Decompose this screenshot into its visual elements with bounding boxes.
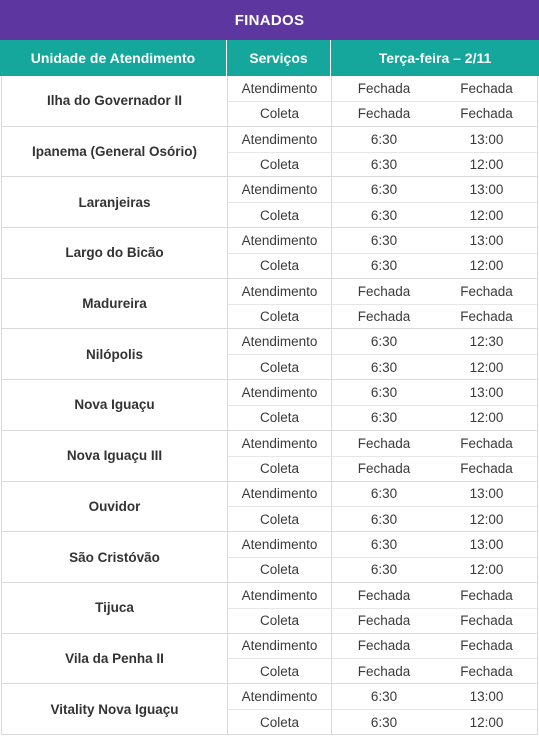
- service-cell: Coleta: [228, 101, 332, 126]
- closing-time-cell: 12:00: [436, 253, 537, 278]
- service-cell: Coleta: [228, 405, 332, 430]
- closing-time-cell: Fechada: [436, 608, 537, 633]
- service-cell: Atendimento: [228, 127, 332, 152]
- service-cell: Atendimento: [228, 380, 332, 405]
- unit-name: Laranjeiras: [2, 177, 228, 227]
- closing-time-cell: Fechada: [460, 638, 513, 654]
- service-cell: Coleta: [228, 152, 332, 177]
- table-row: [228, 253, 537, 278]
- table-row: [228, 279, 537, 304]
- table-row: [228, 101, 537, 126]
- table-row: [228, 380, 537, 405]
- closing-time-cell: 13:00: [469, 486, 504, 502]
- service-cell: Atendimento: [228, 76, 332, 101]
- closing-time-cell: 13:00: [469, 537, 504, 553]
- table-row: [228, 304, 537, 329]
- unit-name: Ouvidor: [2, 482, 228, 532]
- closing-time-cell: Fechada: [460, 80, 513, 96]
- unit-group: [2, 76, 537, 127]
- table-row: [228, 202, 537, 227]
- unit-name: Ilha do Governador II: [2, 76, 228, 126]
- closing-time-cell: 13:00: [469, 689, 504, 705]
- table-row: [228, 177, 537, 202]
- opening-time-cell: Fechada: [332, 101, 436, 126]
- closing-time-cell: 12:00: [436, 354, 537, 379]
- opening-time-cell: 6:30: [370, 385, 398, 401]
- unit-group: [2, 634, 537, 685]
- unit-group: [2, 228, 537, 279]
- closing-time-cell: Fechada: [460, 587, 513, 603]
- service-cell: Atendimento: [228, 532, 332, 557]
- header-services: Serviços: [227, 40, 331, 76]
- service-cell: Atendimento: [228, 177, 332, 202]
- opening-time-cell: Fechada: [357, 638, 411, 654]
- opening-time-cell: 6:30: [370, 232, 398, 248]
- service-cell: Coleta: [228, 658, 332, 683]
- table-row: [228, 634, 537, 659]
- closing-time-cell: Fechada: [460, 283, 513, 299]
- service-cell: Coleta: [228, 304, 332, 329]
- table-row: [228, 658, 537, 683]
- service-cell: Atendimento: [228, 684, 332, 709]
- service-cell: Coleta: [228, 354, 332, 379]
- closing-time-cell: 12:00: [436, 202, 537, 227]
- opening-time-cell: 6:30: [332, 405, 436, 430]
- closing-time-cell: 12:30: [469, 334, 504, 350]
- table-row: [228, 532, 537, 557]
- opening-time-cell: 6:30: [332, 354, 436, 379]
- opening-time-cell: Fechada: [332, 456, 436, 481]
- service-cell: Atendimento: [228, 482, 332, 507]
- unit-group: [2, 177, 537, 228]
- service-cell: Atendimento: [228, 634, 332, 659]
- closing-time-cell: Fechada: [436, 101, 537, 126]
- table-row: [228, 127, 537, 152]
- closing-time-cell: 12:00: [436, 709, 537, 734]
- closing-time-cell: Fechada: [436, 658, 537, 683]
- table-row: [228, 431, 537, 456]
- service-cell: Coleta: [228, 608, 332, 633]
- table-row: [228, 583, 537, 608]
- opening-time-cell: 6:30: [370, 334, 398, 350]
- table-row: [228, 684, 537, 709]
- opening-time-cell: Fechada: [357, 587, 411, 603]
- opening-time-cell: 6:30: [370, 486, 398, 502]
- unit-name: Vila da Penha II: [2, 634, 228, 684]
- closing-time-cell: Fechada: [460, 435, 513, 451]
- service-cell: Coleta: [228, 709, 332, 734]
- table-row: [228, 354, 537, 379]
- service-cell: Atendimento: [228, 279, 332, 304]
- opening-time-cell: Fechada: [357, 435, 411, 451]
- table-row: [228, 228, 537, 253]
- closing-time-cell: 13:00: [469, 182, 504, 198]
- header-unit: Unidade de Atendimento: [0, 40, 227, 76]
- service-cell: Coleta: [228, 557, 332, 582]
- closing-time-cell: 13:00: [469, 232, 504, 248]
- opening-time-cell: 6:30: [370, 537, 398, 553]
- table-header-row: [0, 40, 539, 76]
- opening-time-cell: 6:30: [332, 253, 436, 278]
- closing-time-cell: 12:00: [436, 405, 537, 430]
- closing-time-cell: 12:00: [436, 152, 537, 177]
- unit-name: Largo do Bicão: [2, 228, 228, 278]
- table-row: [228, 405, 537, 430]
- opening-time-cell: 6:30: [332, 202, 436, 227]
- unit-name: Ipanema (General Osório): [2, 127, 228, 177]
- closing-time-cell: 12:00: [436, 506, 537, 531]
- closing-time-cell: Fechada: [436, 304, 537, 329]
- table-row: [228, 329, 537, 354]
- unit-name: Nilópolis: [2, 329, 228, 379]
- unit-group: [2, 532, 537, 583]
- service-cell: Coleta: [228, 202, 332, 227]
- table-row: [228, 557, 537, 582]
- opening-time-cell: Fechada: [332, 658, 436, 683]
- opening-time-cell: 6:30: [370, 131, 398, 147]
- header-day: Terça-feira – 2/11: [378, 50, 492, 66]
- unit-name: Nova Iguaçu: [2, 380, 228, 430]
- opening-time-cell: 6:30: [332, 709, 436, 734]
- opening-time-cell: 6:30: [370, 182, 398, 198]
- opening-time-cell: Fechada: [332, 608, 436, 633]
- table-row: [228, 456, 537, 481]
- table-row: [228, 152, 537, 177]
- unit-group: [2, 482, 537, 533]
- service-cell: Atendimento: [228, 228, 332, 253]
- schedule-table-body: [1, 76, 538, 735]
- opening-time-cell: Fechada: [357, 283, 411, 299]
- opening-time-cell: 6:30: [332, 506, 436, 531]
- unit-name: São Cristóvão: [2, 532, 228, 582]
- unit-name: Vitality Nova Iguaçu: [2, 684, 228, 734]
- table-row: [228, 76, 537, 101]
- opening-time-cell: Fechada: [332, 304, 436, 329]
- service-cell: Atendimento: [228, 329, 332, 354]
- unit-group: [2, 127, 537, 178]
- unit-group: [2, 279, 537, 330]
- unit-group: [2, 583, 537, 634]
- unit-name: Nova Iguaçu III: [2, 431, 228, 481]
- closing-time-cell: 13:00: [469, 385, 504, 401]
- closing-time-cell: Fechada: [436, 456, 537, 481]
- service-cell: Coleta: [228, 253, 332, 278]
- table-row: [228, 608, 537, 633]
- service-cell: Coleta: [228, 456, 332, 481]
- service-cell: Coleta: [228, 506, 332, 531]
- opening-time-cell: 6:30: [332, 557, 436, 582]
- unit-name: Tijuca: [2, 583, 228, 633]
- closing-time-cell: 13:00: [469, 131, 504, 147]
- opening-time-cell: 6:30: [370, 689, 398, 705]
- unit-group: [2, 684, 537, 735]
- service-cell: Atendimento: [228, 583, 332, 608]
- unit-group: [2, 329, 537, 380]
- unit-group: [2, 380, 537, 431]
- table-row: [228, 709, 537, 734]
- table-title: FINADOS: [0, 0, 539, 40]
- unit-group: [2, 431, 537, 482]
- closing-time-cell: 12:00: [436, 557, 537, 582]
- opening-time-cell: Fechada: [357, 80, 411, 96]
- opening-time-cell: 6:30: [332, 152, 436, 177]
- table-row: [228, 482, 537, 507]
- service-cell: Atendimento: [228, 431, 332, 456]
- table-row: [228, 506, 537, 531]
- unit-name: Madureira: [2, 279, 228, 329]
